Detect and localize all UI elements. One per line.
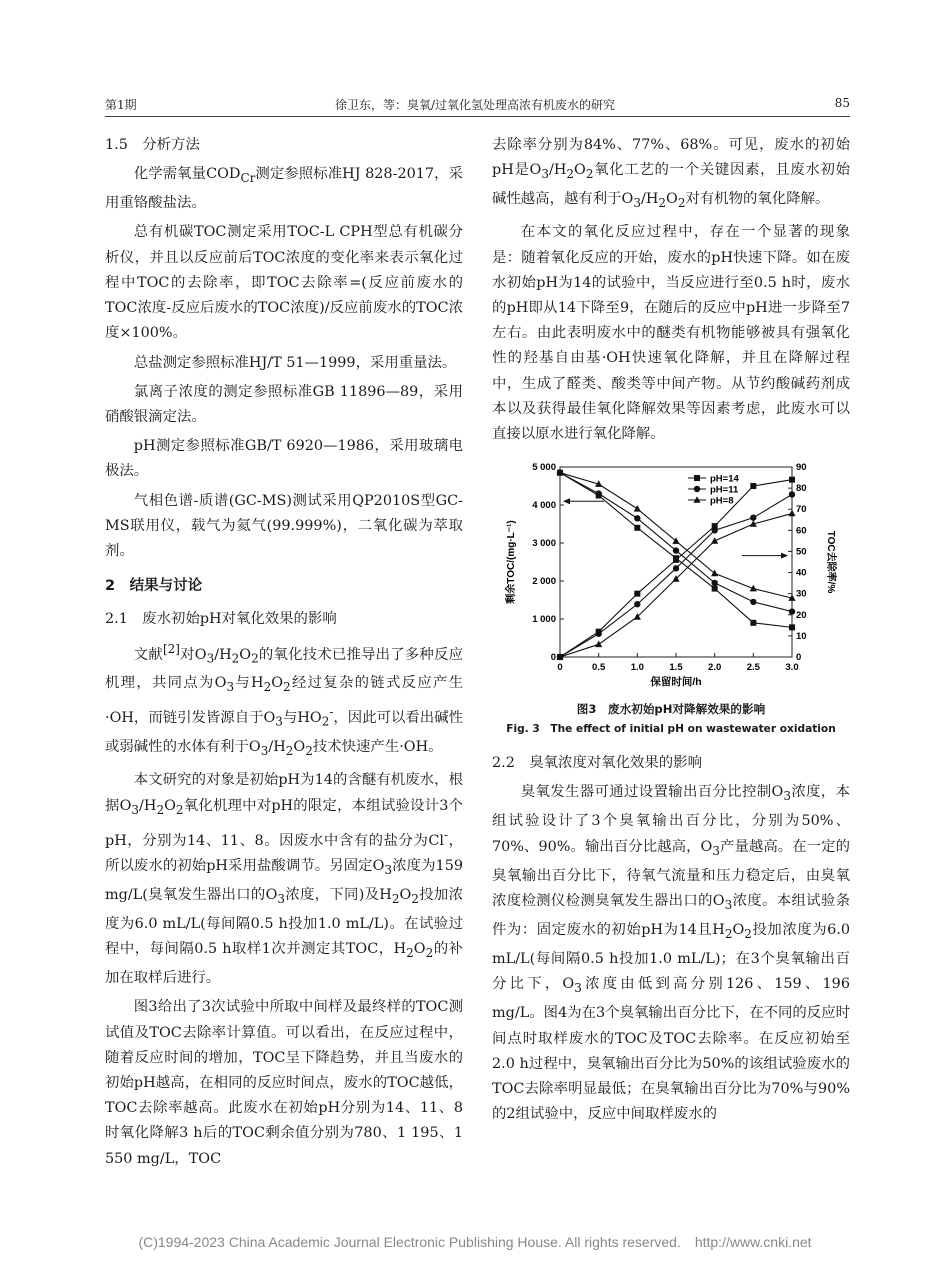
paragraph-ph-drop: 在本文的氧化反应过程中，存在一个显著的现象是：随着氧化反应的开始，废水的pH快速下降。如在废水初始pH为14的试验中，当反应进行至0.5 h时，废水的pH即从14下降至9，在随后的反应中pH进一步降至7左右。由此表明废水中的醚类有机物能够被具有强氧化性的羟基自由基·OH快速氧化降解，并且在降解过程中，生成了醛类、酸类等中间产物。从节约酸碱药剂成本以及获得最佳氧化降解效果等因素考虑，此废水可以直接以原水进行氧化降解。 (492, 224, 850, 442)
section-2-1-heading: 2.1 废水初始pH对氧化效果的影响 (105, 611, 337, 628)
y-right-tick-label: 70 (796, 504, 807, 516)
paragraph-cod: 化学需氧量$COD_{Cr}$测定参照标准HJ 828-2017，采用重铬酸盐法。 (105, 166, 463, 212)
legend-label-ph14: pH=14 (710, 473, 739, 485)
y-left-tick-label: 2 000 (532, 576, 556, 588)
paragraph-ph: pH测定参照标准GB/T 6920—1986，采用玻璃电极法。 (105, 438, 463, 480)
removal-point-ph11 (750, 515, 756, 521)
y-left-tick-label: 5 000 (532, 462, 556, 474)
toc-point-ph11 (595, 491, 601, 497)
removal-point-ph11 (595, 631, 601, 637)
y-right-tick-label: 30 (796, 588, 807, 600)
header-page-number: 85 (834, 96, 850, 110)
removal-point-ph11 (789, 491, 795, 497)
x-tick-label: 2.5 (746, 662, 760, 674)
removal-point-ph14 (673, 557, 679, 563)
x-axis-label: 保留时间/h (650, 676, 702, 689)
paragraph-mechanism: 文献[2]对$O_3/H_2O_2$的氧化技术已推导出了多种反应机理，共同点为$O_3$与$H_2O_2$经过复杂的链式反应产生·OH，而链引发皆源自于$O_3$与$HO_2^-$，因此可以看出碱性或弱碱性的水体有利于$O_3/H_2O_2$技术快速产生·OH。 (105, 641, 463, 759)
y-left-tick-label: 0 (550, 652, 556, 664)
legend-label-ph8: pH=8 (710, 495, 734, 507)
y-left-axis-label: 剩余TOC/(mg·L⁻¹) (506, 520, 517, 604)
toc-point-ph14 (750, 620, 756, 626)
paragraph-ph-design: 本文研究的对象是初始pH为14的含醚有机废水，根据$O_3/H_2O_2$氧化机理中对pH的限定，本组试验设计3个pH，分别为14、11、8。因废水中含有的盐分为Cl-，所以废水的初始pH采用盐酸调节。另固定$O_3$浓度为159 mg/L(臭氧发生器出口的$O_3$浓度，下同)及$H_2O_2$投加浓度为6.0 mL/L(每间隔0.5 h投加1.0 mL/L)。在试验过程中，每间隔0.5 h取样1次并测定其TOC，$H_2O_2$的补加在取样后进行。 (105, 772, 464, 987)
y-left-tick-label: 3 000 (532, 538, 556, 550)
section-2-heading: 2 结果与讨论 (105, 578, 203, 595)
x-tick-label: 0.5 (592, 662, 606, 674)
x-tick-label: 2.0 (708, 662, 722, 674)
removal-point-ph8 (788, 510, 795, 517)
header-issue: 第1期 (105, 98, 137, 112)
y-right-tick-label: 90 (796, 462, 807, 474)
toc-point-ph11 (634, 515, 640, 521)
paragraph-gcms: 气相色谱-质谱(GC-MS)测试采用QP2010S型GC-MS联用仪，载气为氦气(99.999%)，二氧化碳为萃取剂。 (105, 492, 463, 559)
header-rule (105, 116, 850, 117)
section-2-2-heading: 2.2 臭氧浓度对氧化效果的影响 (492, 755, 702, 772)
toc-point-ph14 (789, 625, 795, 631)
right-axis-arrowhead (781, 553, 788, 559)
paragraph-ozone: 臭氧发生器可通过设置输出百分比控制$O_3$浓度，本组试验设计了3个臭氧输出百分比，分别为50%、70%、90%。输出百分比越高，$O_3$产量越高。在一定的臭氧输出百分比下，待氧气流量和压力稳定后，由臭氧浓度检测仪检测臭氧发生器出口的$O_3$浓度。本组试验条件为：固定废水的初始pH为14且$H_2O_2$投加浓度为6.0 mL/L(每间隔0.5 h投加1.0 mL/L)；在3个臭氧输出百分比下，$O_3$浓度由低到高分别126、159、196 mg/L。图4为在3个臭氧输出百分比下，在不同的反应时间点时取样废水的TOC及TOC去除率。在反应初始至2.0 h过程中，臭氧输出百分比为50%的该组试验废水的TOC去除率明显最低；在臭氧输出百分比为70%与90%的2组试验中，反应中间取样废水的 (492, 784, 851, 1123)
section-1-5-heading: 1.5 分析方法 (105, 137, 200, 153)
legend-label-ph11: pH=11 (710, 484, 739, 496)
figure-3-caption-cn: 图3 废水初始pH对降解效果的影响 (576, 702, 766, 717)
toc-point-ph8 (634, 505, 641, 512)
paragraph-removal-rates: 去除率分别为84%、77%、68%。可见，废水的初始pH是$O_3/H_2O_2$氧化工艺的一个关键因素，且废水初始碱性越高，越有利于$O_3/H_2O_2$对有机物的氧化降解。 (492, 137, 850, 211)
paragraph-toc: 总有机碳TOC测定采用TOC-L CPH型总有机碳分析仪，并且以反应前后TOC浓度的变化率来表示氧化过程中TOC的去除率，即TOC去除率=(反应前废水的TOC浓度-反应后废水的TOC浓度)/反应前废水的TOC浓度×100%。 (105, 224, 463, 342)
toc-point-ph11 (750, 599, 756, 605)
toc-point-ph11 (673, 548, 679, 554)
y-left-tick-label: 4 000 (532, 500, 556, 512)
figure-3 (492, 459, 850, 693)
paragraph-chloride: 氯离子浓度的测定参照标准GB 11896—89，采用硝酸银滴定法。 (105, 383, 463, 425)
x-tick-label: 0 (557, 662, 563, 674)
y-right-axis-label: TOC去除率/% (825, 530, 836, 594)
legend-marker-ph14 (694, 475, 700, 481)
removal-point-ph14 (789, 477, 795, 483)
y-right-tick-label: 60 (796, 525, 807, 537)
x-tick-label: 1.0 (630, 662, 644, 674)
legend-marker-ph11 (694, 486, 700, 492)
y-right-tick-label: 40 (796, 567, 807, 579)
toc-point-ph14 (712, 586, 718, 592)
removal-point-ph8 (595, 641, 602, 648)
paragraph-salt: 总盐测定参照标准HJ/T 51—1999，采用重量法。 (133, 354, 457, 371)
toc-point-ph11 (789, 609, 795, 615)
left-column (105, 133, 463, 1176)
removal-point-ph8 (711, 537, 718, 544)
removal-point-ph14 (634, 591, 640, 597)
header-title: 徐卫东，等：臭氧/过氧化氢处理高浓有机废水的研究 (334, 98, 616, 112)
removal-point-ph11 (673, 565, 679, 571)
x-tick-label: 3.0 (785, 662, 799, 674)
y-right-tick-label: 20 (796, 609, 807, 621)
paragraph-fig3-discussion: 图3给出了3次试验中所取中间样及最终样的TOC测试值及TOC去除率计算值。可以看出，在反应过程中，随着反应时间的增加，TOC呈下降趋势，并且当废水的初始pH越高，在相同的反应时间点，废水的TOC越低，TOC去除率越高。此废水在初始pH分别为14、11、8时氧化降解3 h后的TOC剩余值分别为780、1 195、1 550 mg/L，TOC (105, 999, 463, 1167)
right-column (492, 133, 850, 1131)
y-right-tick-label: 50 (796, 546, 807, 558)
toc-point-ph14 (634, 525, 640, 531)
y-right-tick-label: 0 (796, 652, 802, 664)
figure-3-caption-en: Fig. 3 The effect of initial pH on wastewater oxidation (506, 723, 836, 736)
y-right-tick-label: 80 (796, 483, 807, 495)
y-left-tick-label: 1 000 (532, 614, 556, 626)
left-axis-arrowhead (563, 498, 570, 504)
x-tick-label: 1.5 (669, 662, 683, 674)
y-right-tick-label: 10 (796, 631, 807, 643)
removal-point-ph11 (711, 527, 717, 533)
figure-3-chart (492, 459, 850, 693)
copyright-footer: (C)1994-2023 China Academic Journal Electronic Publishing House. All rights reserved. http://www.cnki.net (138, 1234, 812, 1250)
toc-point-ph11 (711, 580, 717, 586)
removal-point-ph14 (750, 483, 756, 489)
removal-point-ph11 (634, 601, 640, 607)
